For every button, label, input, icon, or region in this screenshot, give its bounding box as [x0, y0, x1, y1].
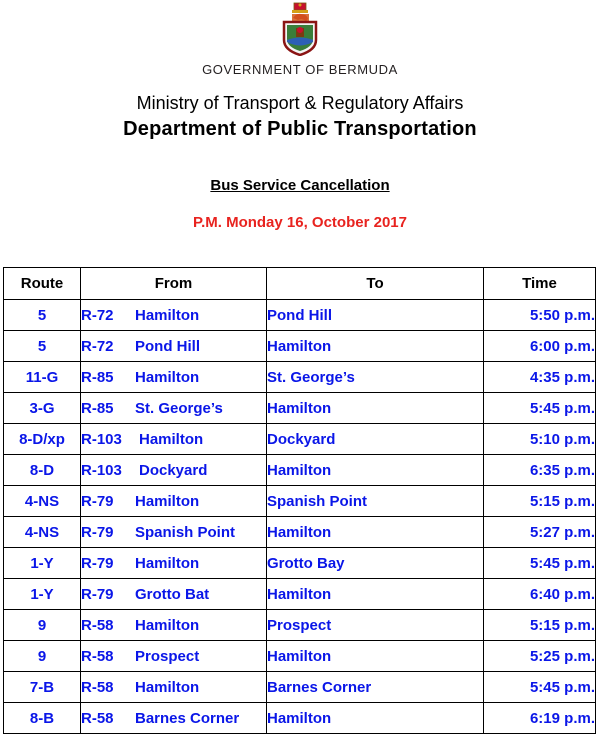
- table-row: [4, 672, 596, 703]
- from-cell: [81, 703, 267, 734]
- route-cell: 4-NS: [4, 517, 81, 548]
- from-place: Spanish Point: [135, 523, 236, 541]
- to-cell: Hamilton: [267, 517, 484, 548]
- to-cell: Pond Hill: [267, 300, 484, 331]
- route-cell: 5: [4, 300, 81, 331]
- from-cell: [81, 517, 267, 548]
- table-row: [4, 486, 596, 517]
- to-cell: Hamilton: [267, 393, 484, 424]
- to-cell: Dockyard: [267, 424, 484, 455]
- from-place: Hamilton: [135, 368, 200, 386]
- from-route-code: R-79: [81, 554, 114, 572]
- from-cell: [81, 579, 267, 610]
- time-cell: 5:10 p.m.: [484, 424, 596, 455]
- from-cell: [81, 455, 267, 486]
- from-route-code: R-79: [81, 492, 114, 510]
- from-route-code: R-72: [81, 337, 114, 355]
- table-row: [4, 300, 596, 331]
- from-route-code: R-85: [81, 399, 114, 417]
- table-header-row: [4, 268, 596, 300]
- table-row: [4, 517, 596, 548]
- route-cell: 3-G: [4, 393, 81, 424]
- time-cell: 5:50 p.m.: [484, 300, 596, 331]
- government-title: GOVERNMENT OF BERMUDA: [202, 62, 398, 77]
- to-cell: Hamilton: [267, 579, 484, 610]
- to-cell: Hamilton: [267, 641, 484, 672]
- time-cell: 5:25 p.m.: [484, 641, 596, 672]
- from-place: Pond Hill: [135, 337, 200, 355]
- time-cell: 6:19 p.m.: [484, 703, 596, 734]
- from-cell: [81, 393, 267, 424]
- header-time: Time: [484, 268, 596, 300]
- time-cell: 5:45 p.m.: [484, 548, 596, 579]
- table-row: [4, 641, 596, 672]
- table-row: [4, 362, 596, 393]
- time-cell: 5:45 p.m.: [484, 672, 596, 703]
- from-place: Dockyard: [139, 461, 208, 479]
- table-row: [4, 610, 596, 641]
- from-cell: [81, 300, 267, 331]
- table-row: [4, 331, 596, 362]
- from-cell: [81, 362, 267, 393]
- from-place: Hamilton: [135, 554, 200, 572]
- table-row: [4, 579, 596, 610]
- to-cell: Hamilton: [267, 455, 484, 486]
- time-cell: 4:35 p.m.: [484, 362, 596, 393]
- time-cell: 6:00 p.m.: [484, 331, 596, 362]
- route-cell: 8-D: [4, 455, 81, 486]
- from-place: Hamilton: [135, 678, 200, 696]
- from-route-code: R-103: [81, 430, 122, 448]
- table-row: [4, 424, 596, 455]
- table-row: [4, 548, 596, 579]
- to-cell: Barnes Corner: [267, 672, 484, 703]
- time-cell: 6:40 p.m.: [484, 579, 596, 610]
- header-to: To: [267, 268, 484, 300]
- from-place: Hamilton: [139, 430, 204, 448]
- from-route-code: R-58: [81, 616, 114, 634]
- to-cell: Spanish Point: [267, 486, 484, 517]
- route-cell: 7-B: [4, 672, 81, 703]
- from-route-code: R-79: [81, 585, 114, 603]
- to-cell: Prospect: [267, 610, 484, 641]
- from-route-code: R-79: [81, 523, 114, 541]
- to-cell: St. George’s: [267, 362, 484, 393]
- route-cell: 9: [4, 610, 81, 641]
- route-cell: 8-D/xp: [4, 424, 81, 455]
- from-place: Grotto Bat: [135, 585, 210, 603]
- route-cell: 8-B: [4, 703, 81, 734]
- route-cell: 9: [4, 641, 81, 672]
- to-cell: Hamilton: [267, 703, 484, 734]
- from-place: Barnes Corner: [135, 709, 240, 727]
- from-cell: [81, 610, 267, 641]
- from-cell: [81, 672, 267, 703]
- from-route-code: R-103: [81, 461, 122, 479]
- bermuda-coat-of-arms-icon: [278, 2, 322, 56]
- from-place: Prospect: [135, 647, 200, 665]
- route-cell: 4-NS: [4, 486, 81, 517]
- route-cell: 5: [4, 331, 81, 362]
- from-place: St. George’s: [135, 399, 223, 417]
- from-cell: [81, 548, 267, 579]
- to-cell: Grotto Bay: [267, 548, 484, 579]
- time-cell: 5:15 p.m.: [484, 610, 596, 641]
- time-cell: 5:15 p.m.: [484, 486, 596, 517]
- table-row: [4, 703, 596, 734]
- time-cell: 5:27 p.m.: [484, 517, 596, 548]
- cancellation-table: [3, 267, 596, 734]
- from-place: Hamilton: [135, 492, 200, 510]
- from-route-code: R-85: [81, 368, 114, 386]
- from-route-code: R-58: [81, 647, 114, 665]
- table-row: [4, 393, 596, 424]
- from-route-code: R-58: [81, 709, 114, 727]
- time-cell: 5:45 p.m.: [484, 393, 596, 424]
- notice-title: Bus Service Cancellation: [210, 177, 390, 194]
- from-cell: [81, 331, 267, 362]
- department-title: Department of Public Transportation: [123, 118, 477, 140]
- header-route: Route: [4, 268, 81, 300]
- ministry-title: Ministry of Transport & Regulatory Affairs: [136, 93, 464, 113]
- header-from: From: [81, 268, 267, 300]
- from-place: Hamilton: [135, 616, 200, 634]
- from-route-code: R-58: [81, 678, 114, 696]
- to-cell: Hamilton: [267, 331, 484, 362]
- from-cell: [81, 641, 267, 672]
- from-cell: [81, 486, 267, 517]
- route-cell: 1-Y: [4, 548, 81, 579]
- route-cell: 1-Y: [4, 579, 81, 610]
- from-place: Hamilton: [135, 306, 200, 324]
- route-cell: 11-G: [4, 362, 81, 393]
- from-cell: [81, 424, 267, 455]
- time-cell: 6:35 p.m.: [484, 455, 596, 486]
- notice-date: P.M. Monday 16, October 2017: [193, 214, 407, 231]
- table-row: [4, 455, 596, 486]
- from-route-code: R-72: [81, 306, 114, 324]
